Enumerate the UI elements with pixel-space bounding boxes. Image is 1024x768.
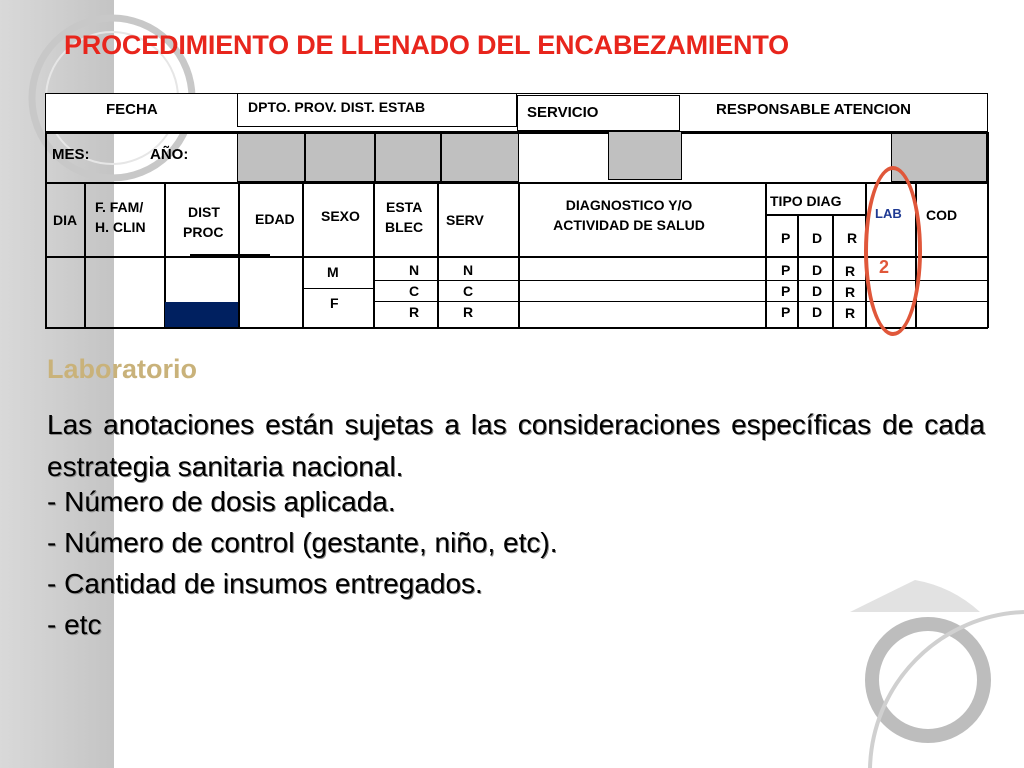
- servicio-label: SERVICIO: [527, 104, 599, 121]
- dpto-label: DPTO. PROV. DIST. ESTAB: [248, 99, 426, 115]
- esta-n: N: [409, 262, 420, 278]
- diag-label-1: DIAGNOSTICO Y/O: [565, 197, 693, 213]
- ffam-label: F. FAM/: [95, 199, 144, 215]
- serv-c: C: [463, 283, 474, 299]
- row1-p: P: [781, 262, 791, 278]
- blec-label: BLEC: [385, 219, 424, 235]
- gray-cell-3: [375, 133, 441, 182]
- form-header-table: [0, 0, 1024, 340]
- mes-label: MES:: [52, 146, 90, 163]
- row1-r: R: [845, 263, 856, 279]
- navy-cell: [165, 302, 238, 327]
- row3-d: D: [812, 304, 823, 320]
- edad-label: EDAD: [255, 211, 295, 227]
- proc-label: PROC: [183, 224, 224, 240]
- list-item: - Cantidad de insumos entregados.: [47, 568, 483, 599]
- cod-label: COD: [926, 207, 958, 223]
- responsable-label: RESPONSABLE ATENCION: [716, 101, 912, 118]
- serv-label: SERV: [446, 212, 484, 228]
- esta-r: R: [409, 304, 420, 320]
- gray-cell-4: [441, 133, 519, 182]
- diag-label-2: ACTIVIDAD DE SALUD: [553, 217, 705, 233]
- section-subtitle: Laboratorio: [47, 354, 198, 384]
- sexo-f: F: [330, 295, 339, 311]
- dia-label: DIA: [53, 212, 78, 228]
- body-paragraph: Las anotaciones están sujetas a las consideraciones específicas de cada estrategia sanitaria nacional.: [47, 409, 985, 482]
- row2-p: P: [781, 283, 791, 299]
- gray-cell-1: [237, 133, 305, 182]
- hclin-label: H. CLIN: [95, 219, 146, 235]
- list-item: - Número de dosis aplicada.: [47, 486, 396, 517]
- tipo-diag-d: D: [812, 230, 823, 246]
- page-title: PROCEDIMIENTO DE LLENADO DEL ENCABEZAMIENTO: [64, 30, 789, 60]
- gray-cell-2: [305, 133, 375, 182]
- list-item: - etc: [47, 609, 102, 640]
- anio-label: AÑO:: [150, 146, 189, 163]
- lab-label: LAB: [875, 206, 902, 221]
- esta-c: C: [409, 283, 420, 299]
- gray-cell-servicio: [608, 131, 682, 180]
- row1-d: D: [812, 262, 823, 278]
- list-item: - Número de control (gestante, niño, etc).: [47, 527, 558, 558]
- serv-r: R: [463, 304, 474, 320]
- tipo-diag-r: R: [847, 230, 858, 246]
- lab-number: 2: [879, 257, 890, 277]
- sexo-m: M: [327, 264, 339, 280]
- row3-r: R: [845, 305, 856, 321]
- row2-r: R: [845, 284, 856, 300]
- row3-p: P: [781, 304, 791, 320]
- row2-d: D: [812, 283, 823, 299]
- sexo-label: SEXO: [321, 208, 360, 224]
- serv-n: N: [463, 262, 474, 278]
- dist-label: DIST: [188, 204, 220, 220]
- esta-label: ESTA: [386, 199, 423, 215]
- lab-highlight-oval: [864, 166, 922, 336]
- fecha-label: FECHA: [106, 101, 158, 118]
- tipo-diag-label: TIPO DIAG: [770, 193, 842, 209]
- tipo-diag-p: P: [781, 230, 791, 246]
